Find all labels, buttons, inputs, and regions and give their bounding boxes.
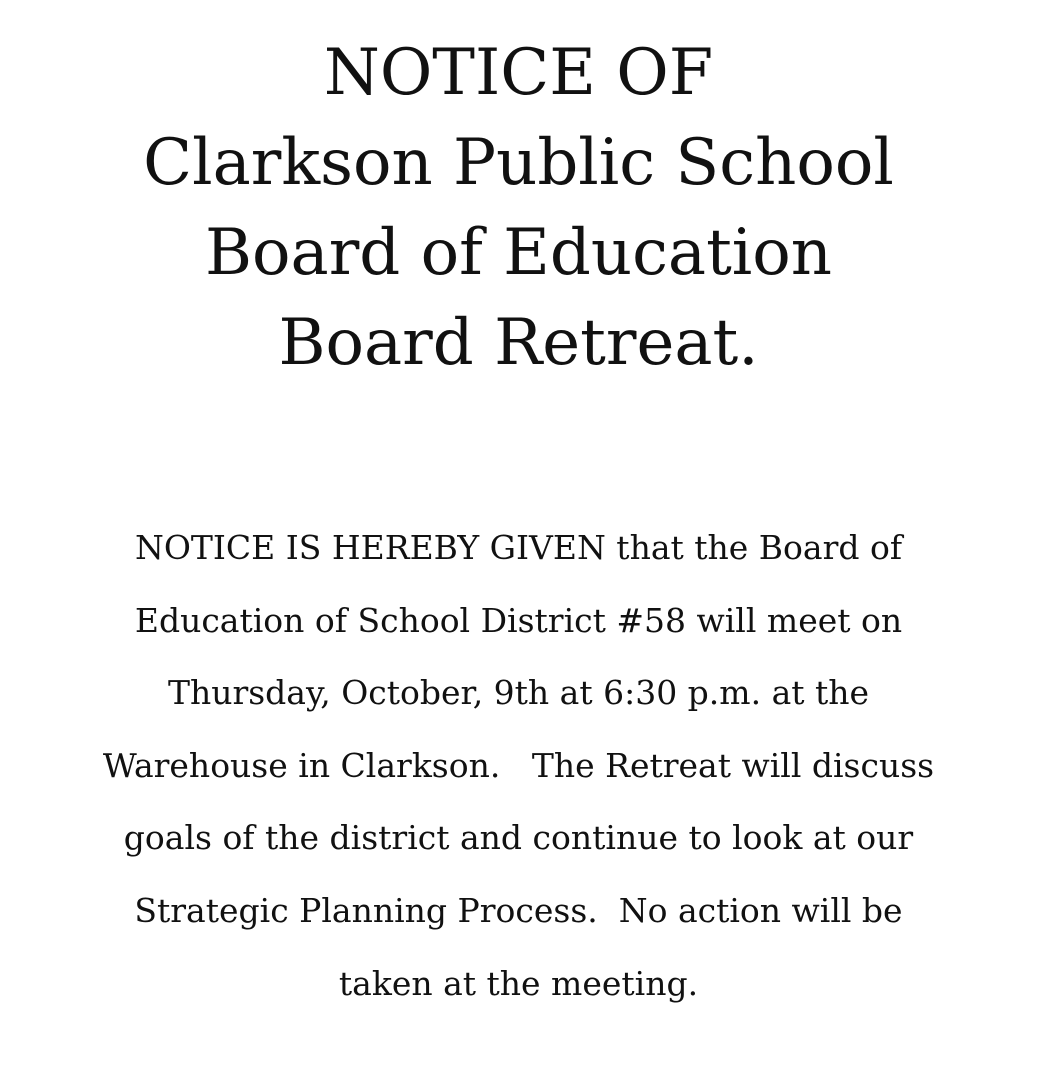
body-line: Education of School District #58 will meet on <box>134 600 903 640</box>
title-line: Board of Education <box>204 216 833 290</box>
title-line: NOTICE OF <box>323 36 714 110</box>
body-line: Strategic Planning Process. No action will be <box>134 890 903 930</box>
notice-title <box>0 28 1037 388</box>
body-line: taken at the meeting. <box>338 963 699 1003</box>
notice-body <box>0 512 1037 1020</box>
body-line: Thursday, October, 9th at 6:30 p.m. at the <box>167 673 870 713</box>
title-line: Board Retreat. <box>278 306 759 380</box>
title-line: Clarkson Public School <box>143 126 894 200</box>
body-line: NOTICE IS HEREBY GIVEN that the Board of <box>134 528 903 567</box>
body-line: Warehouse in Clarkson. The Retreat will discuss <box>102 745 935 785</box>
body-line: goals of the district and continue to look at our <box>123 818 914 858</box>
